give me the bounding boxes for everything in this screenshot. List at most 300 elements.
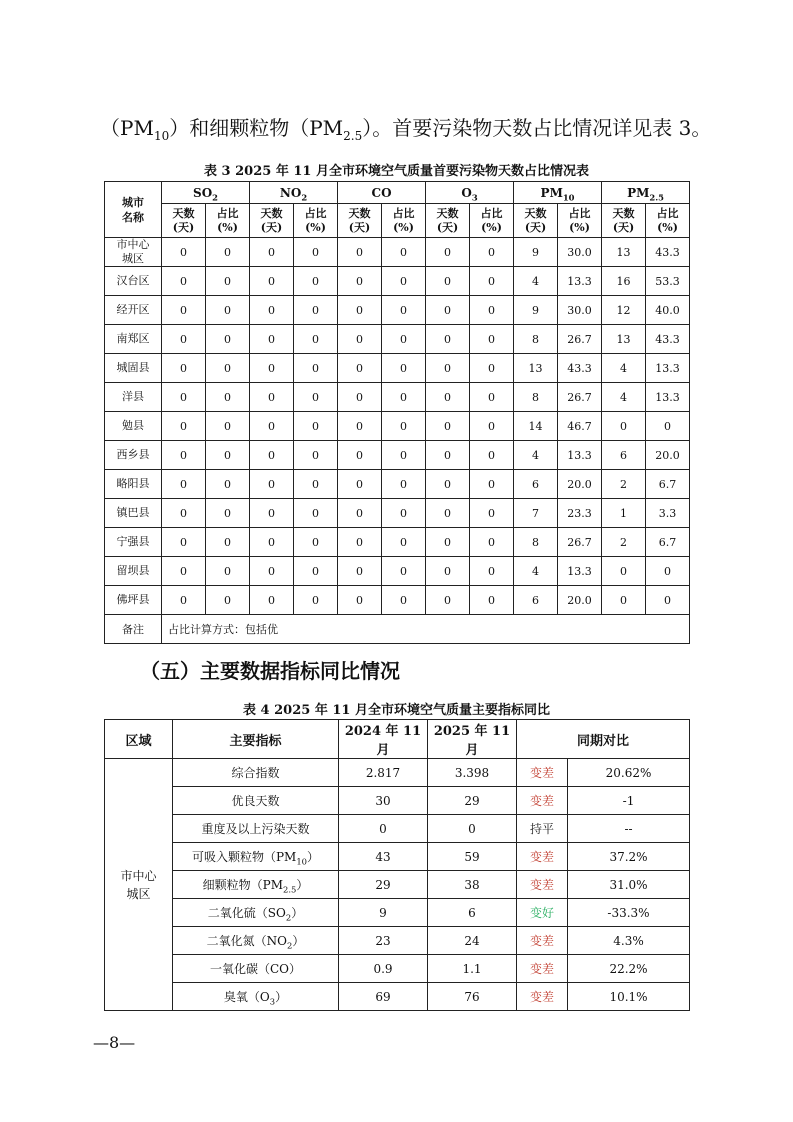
value-cell: 20.0 — [646, 441, 690, 470]
indicator-sub: 3 — [269, 996, 276, 1007]
change-value: 31.0% — [568, 871, 690, 899]
value-cell: 13.3 — [646, 354, 690, 383]
intro-text-1: （PM — [100, 116, 154, 140]
value-cell: 13 — [514, 354, 558, 383]
value-cell: 13.3 — [558, 441, 602, 470]
pollutant-sub-0: 2 — [212, 191, 218, 202]
value-2025: 38 — [428, 871, 517, 899]
table-row — [105, 354, 690, 383]
indicator-suffix: ） — [296, 878, 309, 892]
value-cell: 6 — [602, 441, 646, 470]
value-2024: 30 — [339, 787, 428, 815]
pollutant-sub-3: 3 — [471, 191, 478, 202]
value-cell: 0 — [162, 557, 206, 586]
value-cell: 0 — [426, 470, 470, 499]
table3-header-row — [105, 182, 690, 204]
value-cell: 0 — [162, 296, 206, 325]
indicator-name — [173, 815, 339, 843]
value-cell: 13.3 — [646, 383, 690, 412]
table-row — [105, 528, 690, 557]
percent-header: 占比 (%) — [294, 204, 338, 238]
value-cell: 26.7 — [558, 325, 602, 354]
value-cell: 0 — [470, 470, 514, 499]
value-cell: 0 — [250, 238, 294, 267]
table3-subheader-row — [105, 204, 690, 238]
value-cell: 14 — [514, 412, 558, 441]
value-cell: 0 — [426, 267, 470, 296]
pollutant-header-0: $SO_2$ — [162, 182, 250, 204]
pollutant-sub-4: 10 — [562, 191, 575, 202]
change-value: 20.62% — [568, 759, 690, 787]
value-cell: 0 — [382, 325, 426, 354]
value-2024: 29 — [339, 871, 428, 899]
value-2025: 24 — [428, 927, 517, 955]
value-cell: 9 — [514, 238, 558, 267]
change-value: 4.3% — [568, 927, 690, 955]
value-cell: 0 — [382, 412, 426, 441]
value-cell: 0 — [294, 267, 338, 296]
region-cell: 市中心 城区 — [105, 759, 173, 1011]
table3-note-row — [105, 615, 690, 644]
value-cell: 0 — [426, 354, 470, 383]
value-cell: 0 — [382, 441, 426, 470]
days-header: 天数 (天) — [162, 204, 206, 238]
value-2024: 0.9 — [339, 955, 428, 983]
value-cell: 46.7 — [558, 412, 602, 441]
intro-paragraph — [100, 112, 740, 141]
value-cell: 12 — [602, 296, 646, 325]
value-cell: 26.7 — [558, 383, 602, 412]
value-cell: 0 — [162, 499, 206, 528]
value-cell: 0 — [206, 470, 250, 499]
value-cell: 0 — [250, 470, 294, 499]
value-cell: 43.3 — [646, 238, 690, 267]
intro-sub-pm10: 10 — [153, 129, 170, 143]
value-cell: 0 — [602, 586, 646, 615]
table-row — [105, 983, 690, 1011]
city-cell: 镇巴县 — [105, 499, 162, 528]
table-row — [105, 412, 690, 441]
value-cell: 0 — [338, 267, 382, 296]
value-cell: 0 — [206, 499, 250, 528]
value-cell: 0 — [338, 412, 382, 441]
value-cell: 20.0 — [558, 470, 602, 499]
value-cell: 0 — [294, 238, 338, 267]
value-cell: 0 — [382, 267, 426, 296]
intro-sub-pm25: 2.5 — [343, 129, 363, 143]
value-2025: 1.1 — [428, 955, 517, 983]
value-cell: 0 — [206, 238, 250, 267]
pollutant-header-3: $O_3$ — [426, 182, 514, 204]
value-cell: 0 — [338, 354, 382, 383]
value-cell: 0 — [470, 296, 514, 325]
table-row — [105, 383, 690, 412]
value-cell: 0 — [250, 557, 294, 586]
change-value: -33.3% — [568, 899, 690, 927]
value-cell: 0 — [470, 354, 514, 383]
city-cell: 洋县 — [105, 383, 162, 412]
value-cell: 0 — [250, 267, 294, 296]
value-cell: 0 — [470, 586, 514, 615]
value-2024: 2.817 — [339, 759, 428, 787]
value-cell: 30.0 — [558, 296, 602, 325]
table-row — [105, 871, 690, 899]
value-cell: 0 — [206, 267, 250, 296]
table-row — [105, 759, 690, 787]
table-row — [105, 955, 690, 983]
indicator-name — [173, 927, 339, 955]
value-cell: 0 — [470, 557, 514, 586]
value-cell: 13 — [602, 325, 646, 354]
indicator-label: 二氧化硫（SO — [207, 906, 286, 920]
value-cell: 0 — [206, 557, 250, 586]
value-cell: 4 — [602, 354, 646, 383]
value-cell: 13 — [602, 238, 646, 267]
indicator-suffix: ） — [291, 906, 304, 920]
value-cell: 0 — [250, 383, 294, 412]
value-cell: 3.3 — [646, 499, 690, 528]
value-cell: 0 — [206, 354, 250, 383]
trend-badge: 变差 — [517, 955, 568, 983]
value-cell: 0 — [206, 383, 250, 412]
city-cell: 汉台区 — [105, 267, 162, 296]
value-cell: 0 — [382, 557, 426, 586]
value-cell: 0 — [426, 499, 470, 528]
indicator-sub: 2 — [286, 940, 293, 951]
value-2024: 0 — [339, 815, 428, 843]
days-header: 天数 (天) — [514, 204, 558, 238]
value-cell: 0 — [426, 238, 470, 267]
value-cell: 0 — [426, 528, 470, 557]
value-2025: 59 — [428, 843, 517, 871]
value-cell: 4 — [514, 441, 558, 470]
value-cell: 0 — [294, 296, 338, 325]
indicator-name — [173, 871, 339, 899]
value-cell: 0 — [338, 557, 382, 586]
value-cell: 0 — [382, 354, 426, 383]
city-cell: 经开区 — [105, 296, 162, 325]
value-cell: 8 — [514, 383, 558, 412]
value-cell: 0 — [338, 441, 382, 470]
indicator-suffix: ） — [307, 850, 320, 864]
value-cell: 0 — [382, 470, 426, 499]
indicator-name — [173, 983, 339, 1011]
value-cell: 0 — [338, 238, 382, 267]
change-value: 10.1% — [568, 983, 690, 1011]
value-cell: 0 — [470, 441, 514, 470]
value-cell: 6.7 — [646, 528, 690, 557]
indicator-sub: 2 — [285, 912, 292, 923]
value-cell: 0 — [294, 499, 338, 528]
intro-text-2: ）和细颗粒物（PM — [169, 116, 344, 140]
value-cell: 0 — [470, 267, 514, 296]
table-row — [105, 787, 690, 815]
table-row — [105, 441, 690, 470]
table3-body — [105, 238, 690, 644]
value-2025: 6 — [428, 899, 517, 927]
table3-corner-header: 城市 名称 — [105, 182, 162, 238]
value-cell: 0 — [162, 354, 206, 383]
value-cell: 0 — [602, 557, 646, 586]
value-cell: 0 — [338, 470, 382, 499]
indicator-sub: 2.5 — [283, 884, 297, 895]
value-cell: 0 — [206, 412, 250, 441]
value-cell: 0 — [426, 325, 470, 354]
city-cell: 西乡县 — [105, 441, 162, 470]
value-cell: 0 — [470, 499, 514, 528]
value-cell: 20.0 — [558, 586, 602, 615]
indicator-label: 臭氧（O — [223, 990, 270, 1004]
page-number: —8— — [93, 1033, 136, 1052]
indicator-label: 二氧化氮（NO — [206, 934, 287, 948]
table-row — [105, 927, 690, 955]
value-cell: 40.0 — [646, 296, 690, 325]
table4-header-2: 2024 年 11 月 — [339, 720, 428, 759]
value-cell: 0 — [338, 325, 382, 354]
value-cell: 6 — [514, 586, 558, 615]
indicator-suffix: ） — [292, 934, 305, 948]
value-cell: 0 — [338, 383, 382, 412]
table3-caption: 表 3 2025 年 11 月全市环境空气质量首要污染物天数占比情况表 — [204, 164, 589, 179]
value-cell: 30.0 — [558, 238, 602, 267]
value-cell: 2 — [602, 528, 646, 557]
trend-badge: 变差 — [517, 843, 568, 871]
value-cell: 0 — [294, 354, 338, 383]
value-cell: 13.3 — [558, 557, 602, 586]
value-cell: 0 — [338, 499, 382, 528]
value-cell: 0 — [294, 586, 338, 615]
city-cell: 留坝县 — [105, 557, 162, 586]
intro-text-3: ）。首要污染物天数占比情况详见表 3。 — [362, 116, 712, 140]
city-cell: 南郑区 — [105, 325, 162, 354]
trend-badge: 变差 — [517, 759, 568, 787]
pollutant-header-2: CO — [338, 182, 426, 204]
value-cell: 26.7 — [558, 528, 602, 557]
value-cell: 0 — [426, 441, 470, 470]
value-cell: 0 — [646, 557, 690, 586]
value-2024: 9 — [339, 899, 428, 927]
value-cell: 8 — [514, 528, 558, 557]
value-cell: 0 — [470, 383, 514, 412]
indicator-name — [173, 899, 339, 927]
value-cell: 0 — [206, 441, 250, 470]
value-cell: 16 — [602, 267, 646, 296]
pollutant-header-1: $NO_2$ — [250, 182, 338, 204]
trend-badge: 变差 — [517, 787, 568, 815]
table-row — [105, 470, 690, 499]
change-value: -1 — [568, 787, 690, 815]
change-value: -- — [568, 815, 690, 843]
table3 — [104, 181, 690, 644]
change-value: 22.2% — [568, 955, 690, 983]
value-2024: 23 — [339, 927, 428, 955]
value-cell: 0 — [294, 412, 338, 441]
value-cell: 0 — [470, 238, 514, 267]
value-cell: 0 — [250, 528, 294, 557]
value-cell: 0 — [382, 528, 426, 557]
value-cell: 0 — [294, 557, 338, 586]
value-cell: 0 — [426, 557, 470, 586]
value-2025: 29 — [428, 787, 517, 815]
value-cell: 0 — [250, 586, 294, 615]
value-2024: 69 — [339, 983, 428, 1011]
note-label: 备注 — [105, 615, 162, 644]
days-header: 天数 (天) — [338, 204, 382, 238]
value-cell: 0 — [294, 528, 338, 557]
value-cell: 0 — [250, 412, 294, 441]
table-row — [105, 899, 690, 927]
value-cell: 6 — [514, 470, 558, 499]
city-cell: 市中心 城区 — [105, 238, 162, 267]
table-row — [105, 557, 690, 586]
pollutant-sub-5: 2.5 — [649, 191, 664, 202]
pollutant-sub-1: 2 — [301, 191, 308, 202]
indicator-label: 可吸入颗粒物（PM — [191, 850, 297, 864]
table-row — [105, 499, 690, 528]
table4 — [104, 719, 690, 1011]
value-cell: 0 — [162, 325, 206, 354]
value-cell: 4 — [602, 383, 646, 412]
table-row — [105, 296, 690, 325]
value-cell: 0 — [382, 238, 426, 267]
table4-header-4: 同期对比 — [517, 720, 690, 759]
percent-header: 占比 (%) — [470, 204, 514, 238]
value-cell: 0 — [382, 586, 426, 615]
value-cell: 0 — [294, 383, 338, 412]
indicator-label: 综合指数 — [231, 766, 280, 780]
value-cell: 0 — [250, 325, 294, 354]
value-cell: 6.7 — [646, 470, 690, 499]
value-cell: 0 — [162, 412, 206, 441]
value-cell: 43.3 — [558, 354, 602, 383]
city-cell: 城固县 — [105, 354, 162, 383]
days-header: 天数 (天) — [250, 204, 294, 238]
value-cell: 0 — [426, 296, 470, 325]
value-cell: 0 — [646, 412, 690, 441]
pollutant-header-5: $PM_{2.5}$ — [602, 182, 690, 204]
value-cell: 1 — [602, 499, 646, 528]
indicator-label: 一氧化碳（CO） — [209, 962, 302, 976]
value-2024: 43 — [339, 843, 428, 871]
value-cell: 4 — [514, 557, 558, 586]
trend-badge: 持平 — [517, 815, 568, 843]
trend-badge: 变好 — [517, 899, 568, 927]
change-value: 37.2% — [568, 843, 690, 871]
value-cell: 7 — [514, 499, 558, 528]
note-text: 占比计算方式：包括优 — [162, 615, 690, 644]
table-row — [105, 586, 690, 615]
value-cell: 0 — [426, 586, 470, 615]
value-2025: 3.398 — [428, 759, 517, 787]
value-cell: 0 — [162, 528, 206, 557]
value-cell: 2 — [602, 470, 646, 499]
percent-header: 占比 (%) — [206, 204, 250, 238]
trend-badge: 变差 — [517, 983, 568, 1011]
value-cell: 0 — [602, 412, 646, 441]
value-cell: 43.3 — [646, 325, 690, 354]
indicator-name — [173, 843, 339, 871]
trend-badge: 变差 — [517, 927, 568, 955]
value-cell: 0 — [162, 441, 206, 470]
value-cell: 0 — [250, 499, 294, 528]
table4-body — [105, 759, 690, 1011]
value-cell: 0 — [338, 586, 382, 615]
value-2025: 0 — [428, 815, 517, 843]
value-cell: 0 — [470, 412, 514, 441]
value-cell: 0 — [426, 383, 470, 412]
table-row — [105, 267, 690, 296]
value-cell: 0 — [294, 325, 338, 354]
value-cell: 0 — [294, 470, 338, 499]
indicator-name — [173, 759, 339, 787]
value-cell: 53.3 — [646, 267, 690, 296]
value-cell: 0 — [162, 586, 206, 615]
section-title: （五）主要数据指标同比情况 — [140, 659, 400, 683]
indicator-name — [173, 787, 339, 815]
days-header: 天数 (天) — [426, 204, 470, 238]
value-cell: 0 — [382, 296, 426, 325]
value-cell: 23.3 — [558, 499, 602, 528]
indicator-label: 优良天数 — [231, 794, 280, 808]
value-cell: 0 — [206, 325, 250, 354]
value-cell: 0 — [470, 325, 514, 354]
table-row — [105, 843, 690, 871]
days-header: 天数 (天) — [602, 204, 646, 238]
percent-header: 占比 (%) — [558, 204, 602, 238]
value-cell: 13.3 — [558, 267, 602, 296]
table4-header-1: 主要指标 — [173, 720, 339, 759]
table4-header-0: 区域 — [105, 720, 173, 759]
value-cell: 9 — [514, 296, 558, 325]
value-cell: 8 — [514, 325, 558, 354]
trend-badge: 变差 — [517, 871, 568, 899]
indicator-suffix: ） — [275, 990, 288, 1004]
city-cell: 宁强县 — [105, 528, 162, 557]
value-cell: 0 — [426, 412, 470, 441]
city-cell: 勉县 — [105, 412, 162, 441]
value-cell: 0 — [338, 296, 382, 325]
pollutant-header-4: $PM_{10}$ — [514, 182, 602, 204]
value-cell: 0 — [250, 296, 294, 325]
value-cell: 0 — [338, 528, 382, 557]
value-2025: 76 — [428, 983, 517, 1011]
table-row — [105, 238, 690, 267]
value-cell: 0 — [206, 586, 250, 615]
percent-header: 占比 (%) — [382, 204, 426, 238]
value-cell: 0 — [250, 441, 294, 470]
table-row — [105, 325, 690, 354]
value-cell: 0 — [206, 528, 250, 557]
value-cell: 0 — [470, 528, 514, 557]
city-cell: 略阳县 — [105, 470, 162, 499]
value-cell: 0 — [382, 499, 426, 528]
table4-header-row — [105, 720, 690, 759]
table4-header-3: 2025 年 11 月 — [428, 720, 517, 759]
indicator-label: 重度及以上污染天数 — [201, 822, 310, 836]
value-cell: 0 — [250, 354, 294, 383]
value-cell: 0 — [294, 441, 338, 470]
indicator-sub: 10 — [296, 856, 308, 867]
value-cell: 0 — [206, 296, 250, 325]
value-cell: 0 — [162, 238, 206, 267]
value-cell: 0 — [382, 383, 426, 412]
indicator-name — [173, 955, 339, 983]
value-cell: 0 — [162, 470, 206, 499]
table-row — [105, 815, 690, 843]
value-cell: 0 — [646, 586, 690, 615]
indicator-label: 细颗粒物（PM — [202, 878, 284, 892]
value-cell: 0 — [162, 383, 206, 412]
